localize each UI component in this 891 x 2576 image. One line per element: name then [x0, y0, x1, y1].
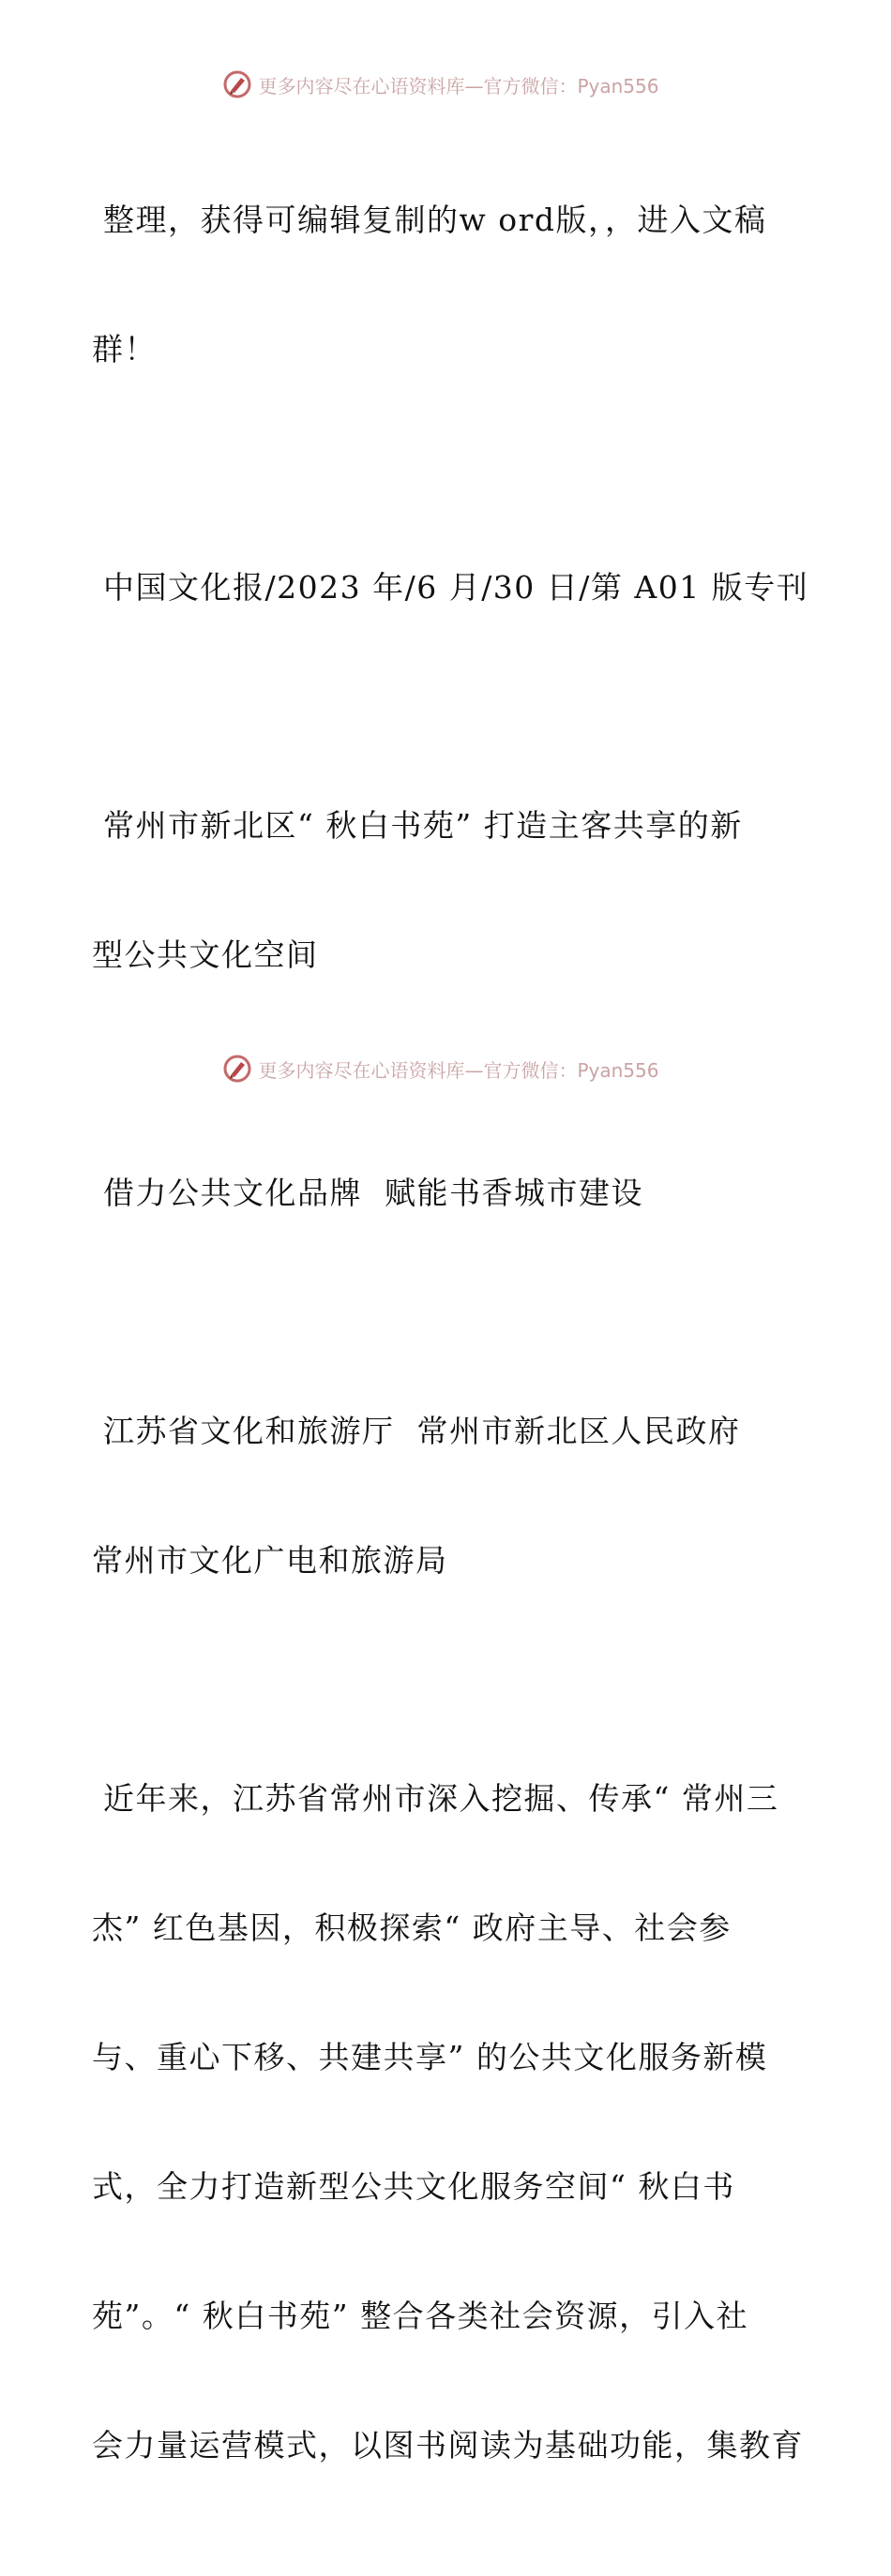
watermark-group: [222, 69, 658, 99]
text-line: 杰” 红色基因，积极探索“ 政府主导、社会参: [92, 1910, 732, 1946]
watermark-text: 更多内容尽在心语资料库—官方微信：Pyan556: [258, 74, 659, 97]
header-watermark: [0, 66, 891, 103]
body-paragraph: [92, 1691, 805, 2554]
intro-paragraph: [92, 112, 805, 457]
watermark-group: [222, 1054, 658, 1084]
text-line: 近年来，江苏省常州市深入挖掘、传承“ 常州三: [103, 1780, 779, 1817]
article-title: [92, 718, 805, 1063]
text-line: 与、重心下移、共建共享” 的公共文化服务新模: [92, 2039, 768, 2075]
watermark-text: 更多内容尽在心语资料库—官方微信：Pyan556: [258, 1058, 659, 1082]
text-line: 苑”。“ 秋白书苑” 整合各类社会资源，引入社: [92, 2298, 749, 2334]
text-line: 常州市新北区“ 秋白书苑” 打造主客共享的新: [103, 807, 743, 844]
text-line: 江苏省文化和旅游厅 常州市新北区人民政府: [103, 1413, 741, 1449]
text-line: 常州市文化广电和旅游局: [92, 1542, 448, 1579]
article-subtitle: [92, 1086, 805, 1301]
source-line: [92, 480, 809, 696]
text-line: 式，全力打造新型公共文化服务空间“ 秋白书: [92, 2168, 735, 2205]
text-line: 借力公共文化品牌 赋能书香城市建设: [103, 1175, 643, 1211]
footer-watermark: [0, 1050, 891, 1087]
article-authors: [92, 1324, 805, 1669]
text-line: 群！: [92, 331, 157, 367]
text-line: 会力量运营模式，以图书阅读为基础功能，集教育: [92, 2427, 804, 2464]
pen-circle-logo-icon: [222, 1054, 252, 1084]
pen-circle-logo-icon: [222, 69, 252, 99]
document-body: [92, 112, 809, 2576]
text-line: 型公共文化空间: [92, 936, 319, 973]
text-line: 整理，获得可编辑复制的w ord版，，进入文稿: [103, 202, 767, 238]
text-line: 中国文化报/2023 年/6 月/30 日/第 A01 版专刊: [103, 569, 809, 606]
